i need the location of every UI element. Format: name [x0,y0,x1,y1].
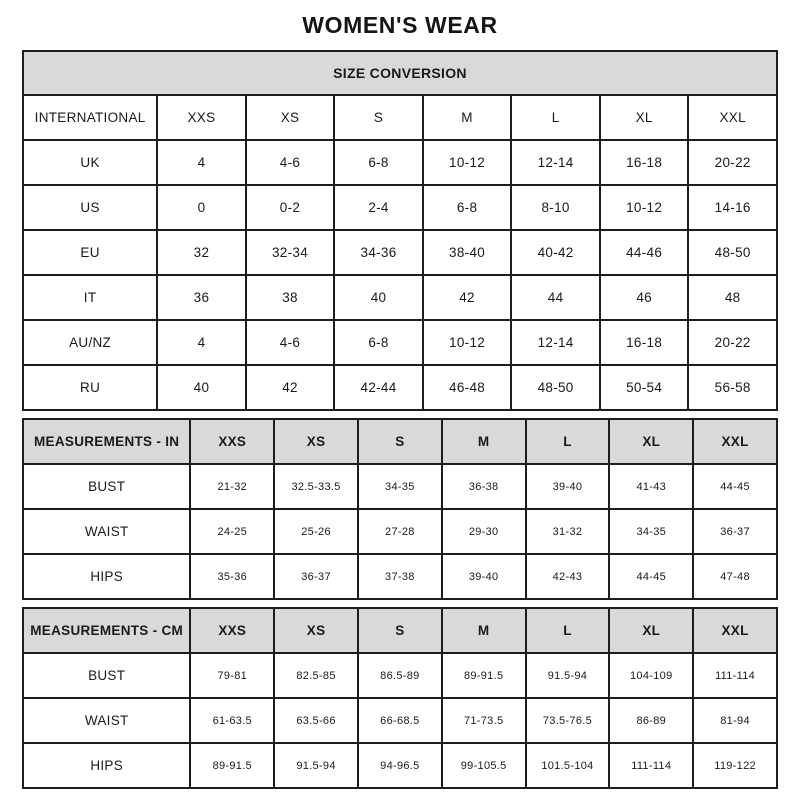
value-cell: 104-109 [609,653,693,698]
value-cell: 44-46 [600,230,689,275]
value-cell: 48-50 [511,365,600,410]
value-cell: 44-45 [609,554,693,599]
value-cell: 8-10 [511,185,600,230]
row-label: HIPS [23,554,190,599]
size-column-header: M [442,608,526,653]
value-cell: 32 [157,230,246,275]
row-label: UK [23,140,157,185]
row-label: AU/NZ [23,320,157,365]
value-cell: 36-38 [442,464,526,509]
size-column-header: M [423,95,512,140]
table-row [23,140,777,185]
corner-label: MEASUREMENTS - CM [23,608,190,653]
value-cell: 38 [246,275,335,320]
value-cell: 47-48 [693,554,777,599]
value-cell: 42 [246,365,335,410]
value-cell: 71-73.5 [442,698,526,743]
value-cell: 4 [157,140,246,185]
table-row [23,230,777,275]
value-cell: 91.5-94 [274,743,358,788]
value-cell: 10-12 [423,140,512,185]
value-cell: 44 [511,275,600,320]
table-row [23,509,777,554]
size-column-header: L [511,95,600,140]
value-cell: 20-22 [688,320,777,365]
value-cell: 6-8 [334,320,423,365]
value-cell: 46 [600,275,689,320]
value-cell: 2-4 [334,185,423,230]
value-cell: 36-37 [274,554,358,599]
value-cell: 86-89 [609,698,693,743]
value-cell: 36 [157,275,246,320]
size-column-header: XXS [190,608,274,653]
size-column-header: XXS [190,419,274,464]
value-cell: 21-32 [190,464,274,509]
value-cell: 111-114 [609,743,693,788]
size-column-header: S [358,419,442,464]
value-cell: 37-38 [358,554,442,599]
page-title: WOMEN'S WEAR [302,12,498,38]
size-conversion-table [22,50,778,411]
table-title: SIZE CONVERSION [23,51,777,95]
value-cell: 4-6 [246,320,335,365]
value-cell: 16-18 [600,320,689,365]
row-label: BUST [23,653,190,698]
value-cell: 0 [157,185,246,230]
value-cell: 34-36 [334,230,423,275]
value-cell: 12-14 [511,320,600,365]
row-label: WAIST [23,698,190,743]
value-cell: 36-37 [693,509,777,554]
table-row [23,320,777,365]
value-cell: 89-91.5 [190,743,274,788]
measurements-in-table [22,418,778,600]
value-cell: 82.5-85 [274,653,358,698]
corner-label: INTERNATIONAL [23,95,157,140]
value-cell: 91.5-94 [526,653,610,698]
value-cell: 40 [334,275,423,320]
table-row [23,185,777,230]
value-cell: 6-8 [334,140,423,185]
value-cell: 34-35 [358,464,442,509]
value-cell: 48-50 [688,230,777,275]
value-cell: 73.5-76.5 [526,698,610,743]
column-header-row [23,95,777,140]
size-column-header: XS [274,608,358,653]
size-column-header: XL [609,608,693,653]
value-cell: 38-40 [423,230,512,275]
size-column-header: XXL [693,419,777,464]
value-cell: 101.5-104 [526,743,610,788]
size-column-header: L [526,608,610,653]
column-header-row [23,608,777,653]
value-cell: 35-36 [190,554,274,599]
value-cell: 32.5-33.5 [274,464,358,509]
value-cell: 111-114 [693,653,777,698]
column-header-row [23,419,777,464]
value-cell: 48 [688,275,777,320]
corner-label: MEASUREMENTS - IN [23,419,190,464]
value-cell: 44-45 [693,464,777,509]
value-cell: 39-40 [442,554,526,599]
size-column-header: XXL [688,95,777,140]
value-cell: 66-68.5 [358,698,442,743]
row-label: EU [23,230,157,275]
size-column-header: L [526,419,610,464]
size-column-header: XS [274,419,358,464]
size-column-header: S [358,608,442,653]
table-row [23,275,777,320]
size-column-header: XXL [693,608,777,653]
value-cell: 61-63.5 [190,698,274,743]
size-column-header: XS [246,95,335,140]
value-cell: 4-6 [246,140,335,185]
row-label: BUST [23,464,190,509]
value-cell: 16-18 [600,140,689,185]
value-cell: 25-26 [274,509,358,554]
value-cell: 42-44 [334,365,423,410]
value-cell: 34-35 [609,509,693,554]
value-cell: 63.5-66 [274,698,358,743]
value-cell: 32-34 [246,230,335,275]
value-cell: 6-8 [423,185,512,230]
table-row [23,698,777,743]
value-cell: 10-12 [423,320,512,365]
value-cell: 79-81 [190,653,274,698]
row-label: US [23,185,157,230]
value-cell: 99-105.5 [442,743,526,788]
size-column-header: S [334,95,423,140]
size-column-header: XXS [157,95,246,140]
row-label: RU [23,365,157,410]
value-cell: 0-2 [246,185,335,230]
size-column-header: M [442,419,526,464]
value-cell: 40-42 [511,230,600,275]
table-row [23,653,777,698]
row-label: HIPS [23,743,190,788]
value-cell: 42 [423,275,512,320]
size-column-header: XL [600,95,689,140]
value-cell: 24-25 [190,509,274,554]
table-row [23,464,777,509]
value-cell: 31-32 [526,509,610,554]
measurements-cm-table [22,607,778,789]
value-cell: 42-43 [526,554,610,599]
value-cell: 29-30 [442,509,526,554]
value-cell: 56-58 [688,365,777,410]
table-row [23,743,777,788]
row-label: WAIST [23,509,190,554]
value-cell: 94-96.5 [358,743,442,788]
value-cell: 81-94 [693,698,777,743]
value-cell: 46-48 [423,365,512,410]
value-cell: 40 [157,365,246,410]
value-cell: 20-22 [688,140,777,185]
value-cell: 119-122 [693,743,777,788]
value-cell: 12-14 [511,140,600,185]
value-cell: 39-40 [526,464,610,509]
value-cell: 4 [157,320,246,365]
value-cell: 50-54 [600,365,689,410]
value-cell: 86.5-89 [358,653,442,698]
value-cell: 41-43 [609,464,693,509]
row-label: IT [23,275,157,320]
tables-container [22,50,778,789]
value-cell: 89-91.5 [442,653,526,698]
table-title-row [23,51,777,95]
size-column-header: XL [609,419,693,464]
value-cell: 10-12 [600,185,689,230]
table-row [23,554,777,599]
value-cell: 14-16 [688,185,777,230]
value-cell: 27-28 [358,509,442,554]
table-row [23,365,777,410]
